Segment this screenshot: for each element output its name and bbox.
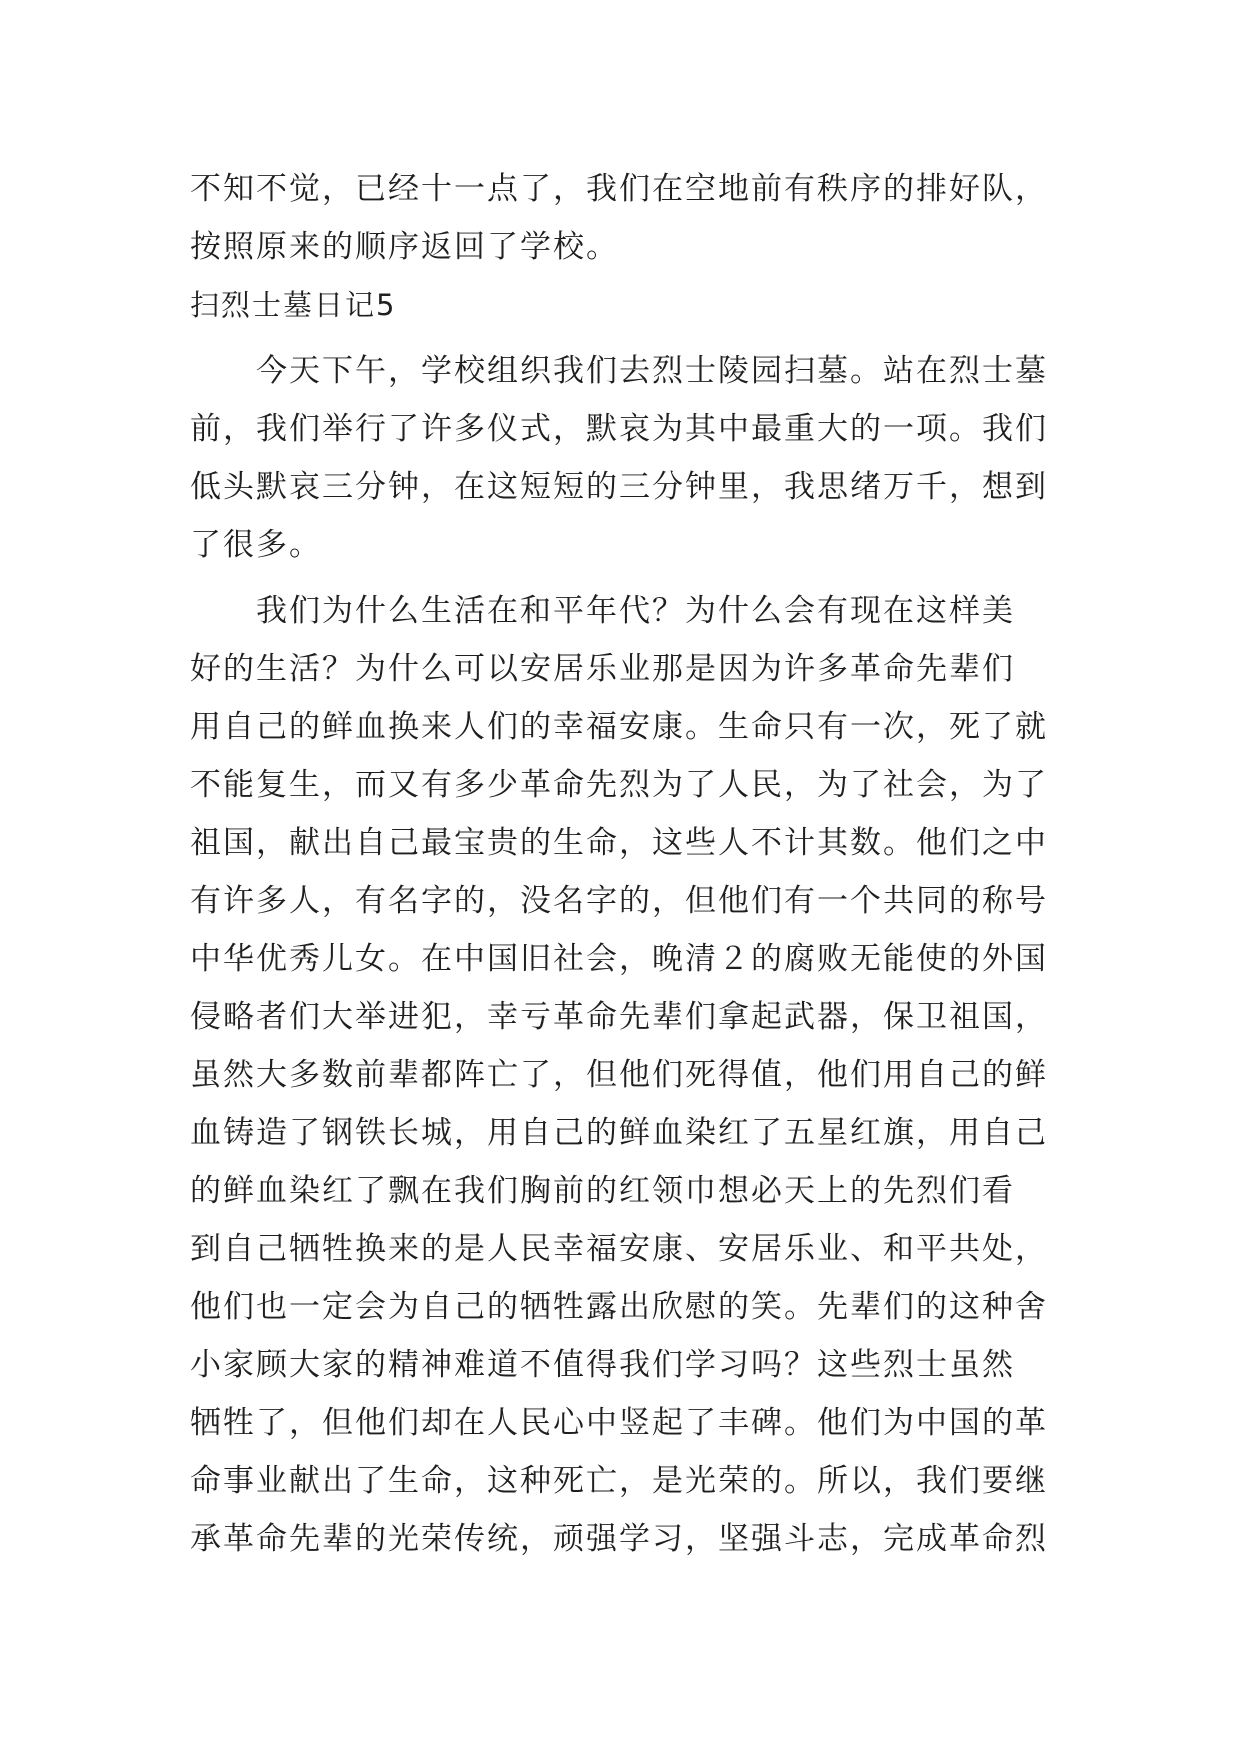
paragraph-line: 小家顾大家的精神难道不值得我们学习吗？这些烈士虽然 (190, 1347, 1015, 1383)
paragraph-line: 低头默哀三分钟，在这短短的三分钟里，我思绪万千，想到 (190, 469, 1048, 505)
intro-line: 不知不觉，已经十一点了，我们在空地前有秩序的排好队， (190, 171, 1048, 207)
paragraph-line: 用自己的鲜血换来人们的幸福安康。生命只有一次，死了就 (190, 709, 1048, 745)
paragraph-line: 虽然大多数前辈都阵亡了，但他们死得值，他们用自己的鲜 (190, 1057, 1048, 1093)
paragraph-line: 了很多。 (190, 527, 322, 563)
paragraph-line: 的鲜血染红了飘在我们胸前的红领巾想必天上的先烈们看 (190, 1173, 1015, 1209)
paragraph-line: 今天下午，学校组织我们去烈士陵园扫墓。站在烈士墓 (256, 353, 1048, 389)
paragraph-line: 命事业献出了生命，这种死亡，是光荣的。所以，我们要继 (190, 1463, 1048, 1499)
paragraph-line: 我们为什么生活在和平年代？为什么会有现在这样美 (256, 593, 1015, 629)
paragraph-line: 到自己牺牲换来的是人民幸福安康、安居乐业、和平共处， (190, 1231, 1048, 1267)
intro-line: 按照原来的顺序返回了学校。 (190, 229, 619, 265)
paragraph-gap (190, 574, 1052, 582)
paragraph-line: 他们也一定会为自己的牺牲露出欣慰的笑。先辈们的这种舍 (190, 1289, 1048, 1325)
paragraph-line: 血铸造了钢铁长城，用自己的鲜血染红了五星红旗，用自己 (190, 1115, 1048, 1151)
paragraph-line: 承革命先辈的光荣传统，顽强学习，坚强斗志，完成革命烈 (190, 1521, 1048, 1557)
paragraph-line: 侵略者们大举进犯，幸亏革命先辈们拿起武器，保卫祖国， (190, 999, 1048, 1035)
document-body (190, 160, 1052, 1568)
paragraph-line: 前，我们举行了许多仪式，默哀为其中最重大的一项。我们 (190, 411, 1048, 447)
paragraph-line: 不能复生，而又有多少革命先烈为了人民，为了社会，为了 (190, 767, 1048, 803)
paragraph-gap (190, 334, 1052, 342)
paragraph-line: 牺牲了，但他们却在人民心中竖起了丰碑。他们为中国的革 (190, 1405, 1048, 1441)
paragraph-line: 中华优秀儿女。在中国旧社会，晚清２的腐败无能使的外国 (190, 941, 1048, 977)
paragraph-line: 有许多人，有名字的，没名字的，但他们有一个共同的称号 (190, 883, 1048, 919)
section-title: 扫烈士墓日记5 (190, 288, 397, 322)
paragraph-line: 好的生活？为什么可以安居乐业那是因为许多革命先辈们 (190, 651, 1015, 687)
paragraph-line: 祖国，献出自己最宝贵的生命，这些人不计其数。他们之中 (190, 825, 1048, 861)
